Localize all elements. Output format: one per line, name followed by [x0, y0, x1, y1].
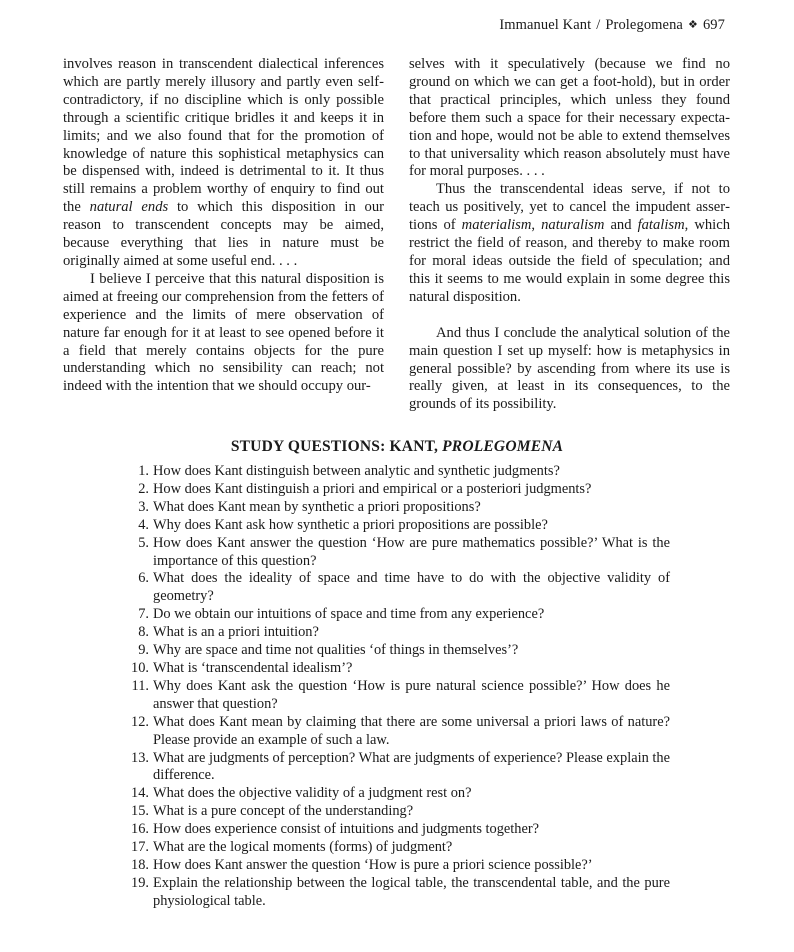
study-question	[122, 839, 670, 857]
question-number: 3.	[138, 498, 149, 515]
question-number: 10.	[131, 659, 149, 676]
text-run: ,	[531, 217, 542, 234]
question-number: 9.	[138, 642, 149, 659]
study-question	[122, 785, 670, 803]
text-run: involves reason in transcendent dialectical inferences which are partly merely illusory and partly even self-contradictory, if no discipline which is only possible through a scientific critique bridles it and keeps it in limits; and we also found that for the promotion of knowledge of nature this sophistical metaphysics can be dispensed with, indeed is detrimental to it. It thus still remains a problem worthy of enquiry to find out the	[63, 56, 384, 216]
study-question	[122, 750, 670, 786]
study-question	[122, 499, 670, 517]
italic-run: natural ends	[89, 199, 169, 216]
question-text: How does Kant answer the question ‘How are pure mathematics possible?’ What is the importance of this question?	[153, 534, 670, 569]
question-text: What is ‘transcendental idealism’?	[153, 659, 353, 676]
question-number: 7.	[138, 606, 149, 623]
heading-text: STUDY QUESTIONS: KANT,	[230, 438, 443, 455]
study-question	[122, 803, 670, 821]
question-text: What does Kant mean by claiming that there are some universal a priori laws of nature? Please provide an example of such a law.	[153, 713, 670, 748]
left-paragraph-2: I believe I perceive that this natural disposition is aimed at freeing our comprehension from the fetters of experience and the limits of mere observation of nature far enough for it at least to see opened before it a field that merely contains objects for the pure understanding which no sensibility can reach; not indeed with the intention that we should occupy our-	[63, 270, 384, 395]
italic-run: fatalism	[637, 217, 685, 234]
study-question	[122, 606, 670, 624]
question-number: 15.	[131, 803, 149, 820]
study-questions-heading	[0, 438, 794, 456]
study-question	[122, 624, 670, 642]
study-question	[122, 660, 670, 678]
question-text: Why does Kant ask the question ‘How is pure natural science possible?’ How does he answer that question?	[153, 677, 670, 712]
question-number: 4.	[138, 516, 149, 533]
study-questions-list	[122, 463, 670, 911]
question-number: 14.	[131, 785, 149, 802]
heading-italic: PROLEGOMENA	[442, 438, 564, 455]
question-number: 6.	[138, 570, 149, 587]
question-text: What is a pure concept of the understanding?	[153, 803, 414, 820]
study-question	[122, 875, 670, 911]
question-text: How does Kant answer the question ‘How is pure a priori science possible?’	[153, 856, 593, 873]
question-text: What does the objective validity of a judgment rest on?	[153, 785, 472, 802]
study-question	[122, 642, 670, 660]
study-question	[122, 535, 670, 571]
question-text: How does Kant distinguish between analytic and synthetic judgments?	[153, 463, 560, 479]
running-head-author: Immanuel Kant	[499, 17, 592, 33]
question-text: How does experience consist of intuitions and judgments together?	[153, 821, 540, 838]
right-paragraph-3: And thus I conclude the analytical solution of the main question I set up myself: how is metaphysics in general possible? by ascending from where its use is really given, at least in its consequences, to the grounds of its possibility.	[409, 324, 730, 413]
question-text: What does Kant mean by synthetic a priori propositions?	[153, 498, 481, 515]
question-text: What is an a priori intuition?	[153, 624, 319, 641]
running-head-work: Prolegomena	[605, 17, 683, 33]
question-number: 17.	[131, 839, 149, 856]
question-text: What are the logical moments (forms) of judgment?	[153, 839, 453, 856]
study-question	[122, 463, 670, 481]
study-question	[122, 678, 670, 714]
question-number: 12.	[131, 713, 149, 730]
text-run: and	[604, 217, 638, 234]
question-text: What does the ideality of space and time have to do with the objective validity of geometry?	[153, 570, 670, 605]
italic-run: naturalism	[541, 217, 605, 234]
body-text	[63, 56, 730, 414]
study-question	[122, 821, 670, 839]
question-number: 2.	[138, 480, 149, 497]
question-text: How does Kant distinguish a priori and empirical or a posteriori judgments?	[153, 480, 592, 497]
diamond-ornament-icon: ❖	[687, 19, 698, 31]
study-question	[122, 714, 670, 750]
running-head	[499, 17, 725, 34]
right-paragraph-1: selves with it speculatively (because we find no ground on which we can get a foot-hold), but in order that practical principles, which unless they found before them such a space for their necessary expectation and hope, would not be able to extend themselves to that universality which reason absolutely must have for moral purposes. . . .	[409, 56, 730, 180]
question-number: 19.	[131, 874, 149, 891]
question-number: 13.	[131, 749, 149, 766]
running-head-separator: /	[596, 17, 601, 33]
study-question	[122, 570, 670, 606]
question-number: 18.	[131, 856, 149, 873]
question-number: 8.	[138, 624, 149, 641]
question-number: 16.	[131, 821, 149, 838]
page-number: 697	[702, 17, 725, 33]
right-paragraph-2	[409, 181, 730, 306]
question-text: Explain the relationship between the logical table, the transcendental table, and the pure physiological table.	[153, 874, 670, 909]
question-text: Why are space and time not qualities ‘of things in themselves’?	[153, 642, 519, 659]
text-run: , which restrict the field of reason, and thereby to make room for moral ideas outside the field of speculation; and this it seems to me would explain in some degree this natural disposition.	[409, 217, 730, 305]
right-column	[409, 56, 730, 414]
text-run: to which this disposition in our reason to transcendent concepts may be aimed, because everything that lies in nature must be originally aimed at some useful end. . . .	[63, 199, 385, 269]
left-paragraph-1	[63, 56, 384, 271]
left-column	[63, 56, 384, 414]
question-text: Why does Kant ask how synthetic a priori propositions are possible?	[153, 516, 548, 533]
question-number: 5.	[138, 534, 149, 551]
italic-run: materialism	[461, 217, 532, 234]
text-run: Thus the transcendental ideas serve, if not to teach us positively, yet to cancel the impudent assertions of	[409, 181, 730, 234]
question-number: 11.	[131, 677, 149, 694]
study-question	[122, 481, 670, 499]
question-text: What are judgments of perception? What are judgments of experience? Please explain the difference.	[153, 749, 670, 784]
study-question	[122, 857, 670, 875]
question-number: 1.	[138, 463, 149, 479]
question-text: Do we obtain our intuitions of space and time from any experience?	[153, 606, 545, 623]
study-question	[122, 517, 670, 535]
